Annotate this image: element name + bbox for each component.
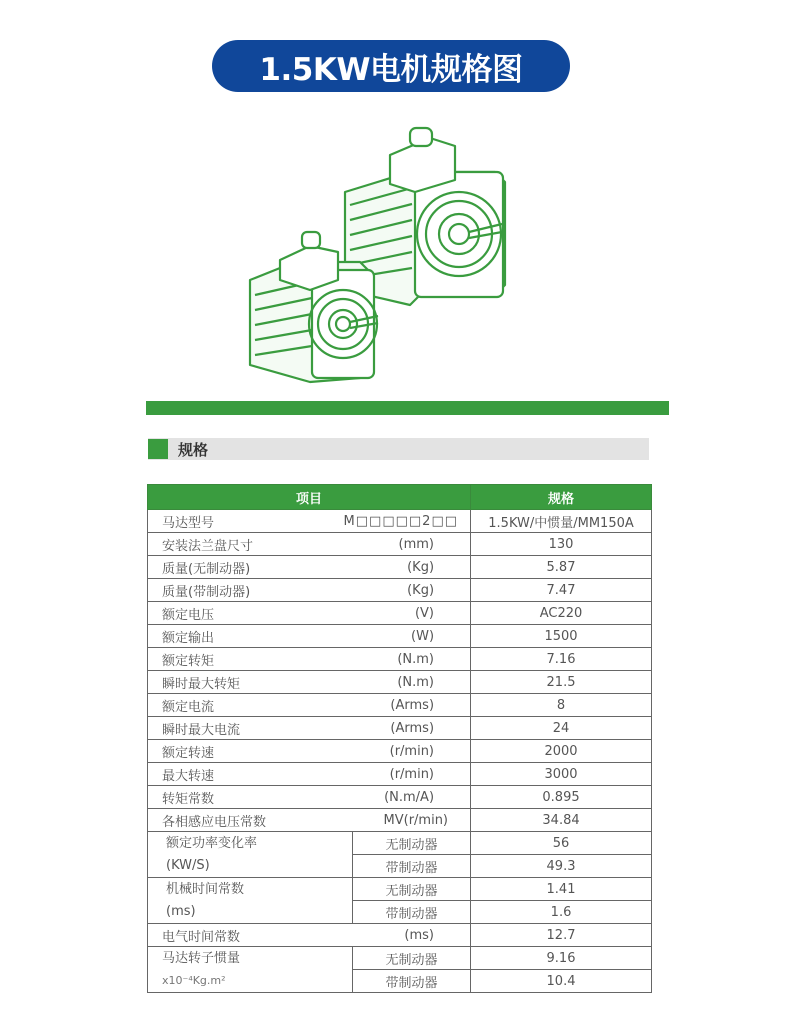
table-row: 瞬时最大电流 (Arms) 24: [148, 717, 652, 740]
table-row: 带制动器 49.3: [148, 855, 652, 878]
section-marker-icon: [148, 439, 168, 459]
table-row: 安装法兰盘尺寸 (mm) 130: [148, 533, 652, 556]
header-spec: 规格: [471, 485, 652, 510]
table-row: 最大转速 (r/min) 3000: [148, 763, 652, 786]
table-row: 转矩常数 (N.m/A) 0.895: [148, 786, 652, 809]
servo-motor-illustration: [240, 120, 520, 400]
spec-table: [147, 484, 652, 993]
divider-bar: [146, 401, 669, 415]
table-row: 额定转速 (r/min) 2000: [148, 740, 652, 763]
section-title: 规格: [178, 440, 209, 459]
table-row: 马达转子惯量 x10⁻⁴Kg.m² 无制动器 9.16: [148, 947, 652, 970]
table-row: 电气时间常数 (ms) 12.7: [148, 924, 652, 947]
page-title: 1.5KW电机规格图: [212, 40, 570, 92]
header-item: 项目: [148, 485, 471, 510]
table-row: 马达型号 M□□□□□2□□ 1.5KW/中惯量/MM150A: [148, 510, 652, 533]
section-header: [148, 438, 649, 460]
table-row: 额定输出 (W) 1500: [148, 625, 652, 648]
table-row: 质量(无制动器) (Kg) 5.87: [148, 556, 652, 579]
table-row: 瞬时最大转矩 (N.m) 21.5: [148, 671, 652, 694]
table-row: 质量(带制动器) (Kg) 7.47: [148, 579, 652, 602]
table-row: 机械时间常数 (ms) 无制动器 1.41: [148, 878, 652, 901]
table-row: 额定转矩 (N.m) 7.16: [148, 648, 652, 671]
table-row: 带制动器 10.4: [148, 970, 652, 993]
table-row: 额定电压 (V) AC220: [148, 602, 652, 625]
table-row: 带制动器 1.6: [148, 901, 652, 924]
table-row: 各相感应电压常数 MV(r/min) 34.84: [148, 809, 652, 832]
table-row: 额定电流 (Arms) 8: [148, 694, 652, 717]
table-row: 额定功率变化率 (KW/S) 无制动器 56: [148, 832, 652, 855]
